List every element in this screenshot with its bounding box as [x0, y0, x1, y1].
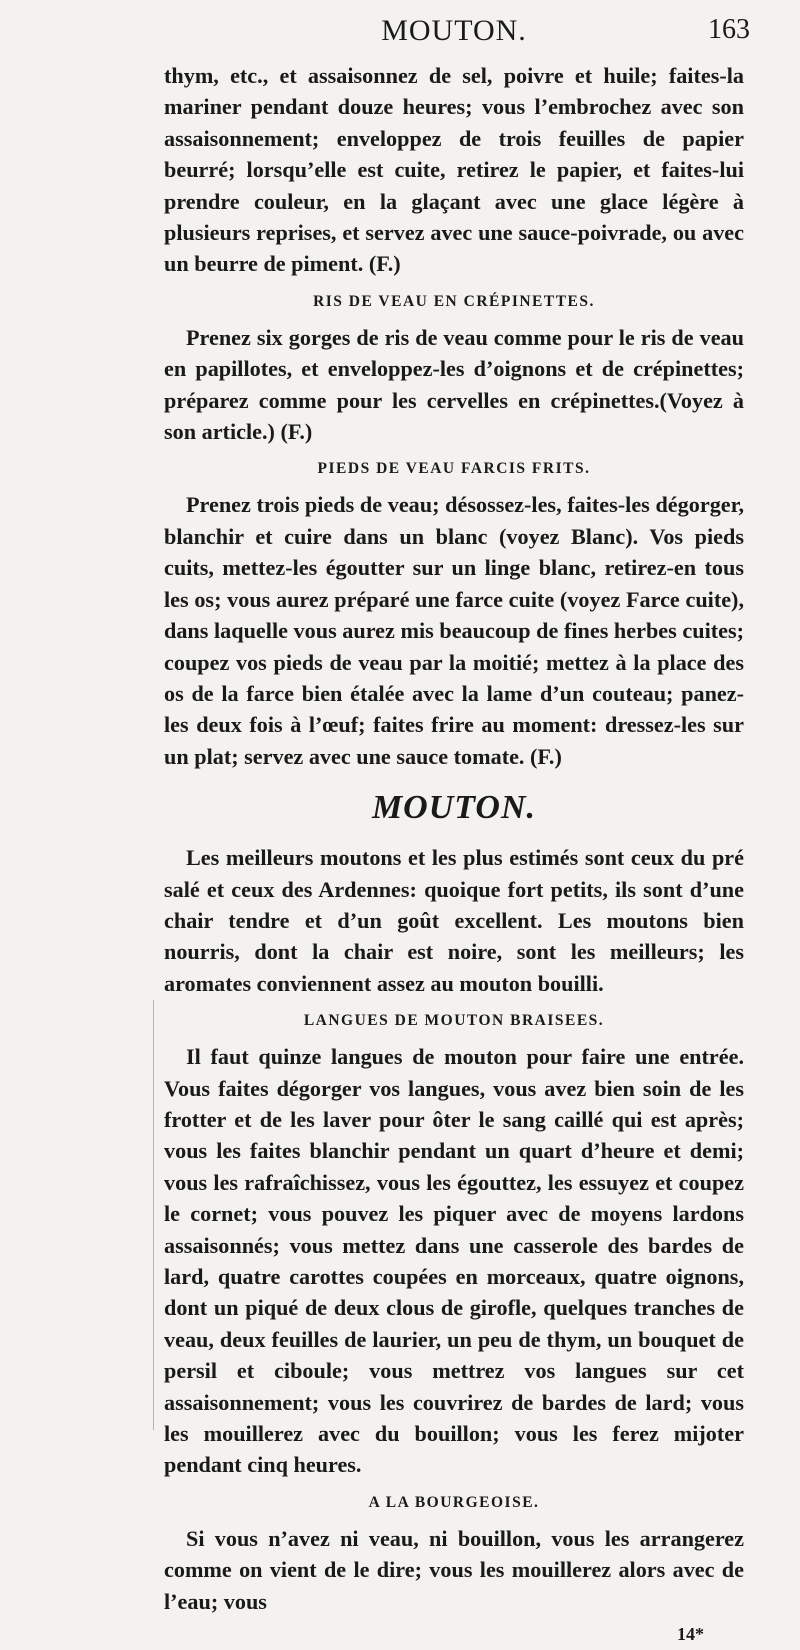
recipe-heading: PIEDS DE VEAU FARCIS FRITS. [317, 460, 591, 478]
recipe-heading: LANGUES DE MOUTON BRAISEES. [303, 1012, 605, 1030]
page-number: 163 [708, 14, 750, 45]
paragraph: Si vous n’avez ni veau, ni bouillon, vous les arrangerez comme on vient de le dire; vous les mouillerez alors avec de l’eau; vous [164, 1525, 744, 1614]
signature-mark: 14* [677, 1624, 704, 1645]
paragraph: Prenez trois pieds de veau; désossez-les, faites-les dégorger, blanchir et cuire dans un blanc (voyez Blanc). Vos pieds cuits, mettez-les égoutter sur un linge blanc, retirez-en tous les os; vous aurez préparé une farce cuite (voyez Farce cuite), dans laquelle vous aurez mis beaucoup de fines herbes cuites; coupez vos pieds de veau par la moitié; mettez à la place des os de la farce bien étalée avec la lame d’un couteau; panez-les deux fois à l’œuf; faites frire au moment: dressez-les sur un plat; servez avec une sauce tomate. (F.) [164, 492, 744, 769]
paragraph: Il faut quinze langues de mouton pour faire une entrée. Vous faites dégorger vos langues, vous avez bien soin de les frotter et de les laver pour ôter le sang caillé qui est après; vous les faites blanchir pendant un quart d’heure et demi; vous les rafraîchissez, vous les égouttez, les essuyez et coupez le cornet; vous pouvez les piquer avec de moyens lardons assaisonnés; vous mettez dans une casserole des bardes de lard, quatre carottes coupées en morceaux, quatre oignons, dont un piqué de deux clous de girofle, quelques tranches de veau, deux feuilles de laurier, un peu de thym, un bouquet de persil et ciboule; vous mettrez vos langues sur cet assaisonnement; vous les couvrirez de bardes de lard; vous les mouillerez avec du bouillon; vous les ferez mijoter pendant cinq heures. [164, 1044, 744, 1478]
paragraph: Prenez six gorges de ris de veau comme pour le ris de veau en papillotes, et enveloppez-les d’oignons et de crépinettes; préparez comme pour les cervelles en crépinettes.(Voyez à son article.) (F.) [164, 324, 744, 445]
margin-shadow [153, 1000, 154, 1430]
recipe-heading: A LA BOURGEOISE. [368, 1493, 540, 1511]
body-text [164, 60, 744, 1650]
paragraph: Les meilleurs moutons et les plus estimés sont ceux du pré salé et ceux des Ardennes: quoique fort petits, ils sont d’une chair tendre et d’un goût excellent. Les moutons bien nourris, dont la chair est noire, sont les meilleurs; les aromates conviennent assez au mouton bouilli. [164, 845, 744, 996]
page-header [164, 14, 750, 64]
paragraph: thym, etc., et assaisonnez de sel, poivre et huile; faites-la mariner pendant douze heures; vous l’embrochez avec son assaisonnement; enveloppez de trois feuilles de papier beurré; lorsqu’elle est cuite, retirez le papier, et faites-lui prendre couleur, en la glaçant avec une glace légère à plusieurs reprises, et servez avec une sauce-poivrade, ou avec un beurre de piment. (F.) [164, 63, 744, 277]
recipe-heading: RIS DE VEAU EN CRÉPINETTES. [313, 292, 595, 310]
section-title: MOUTON. [371, 789, 537, 827]
running-head: MOUTON. [381, 14, 527, 47]
